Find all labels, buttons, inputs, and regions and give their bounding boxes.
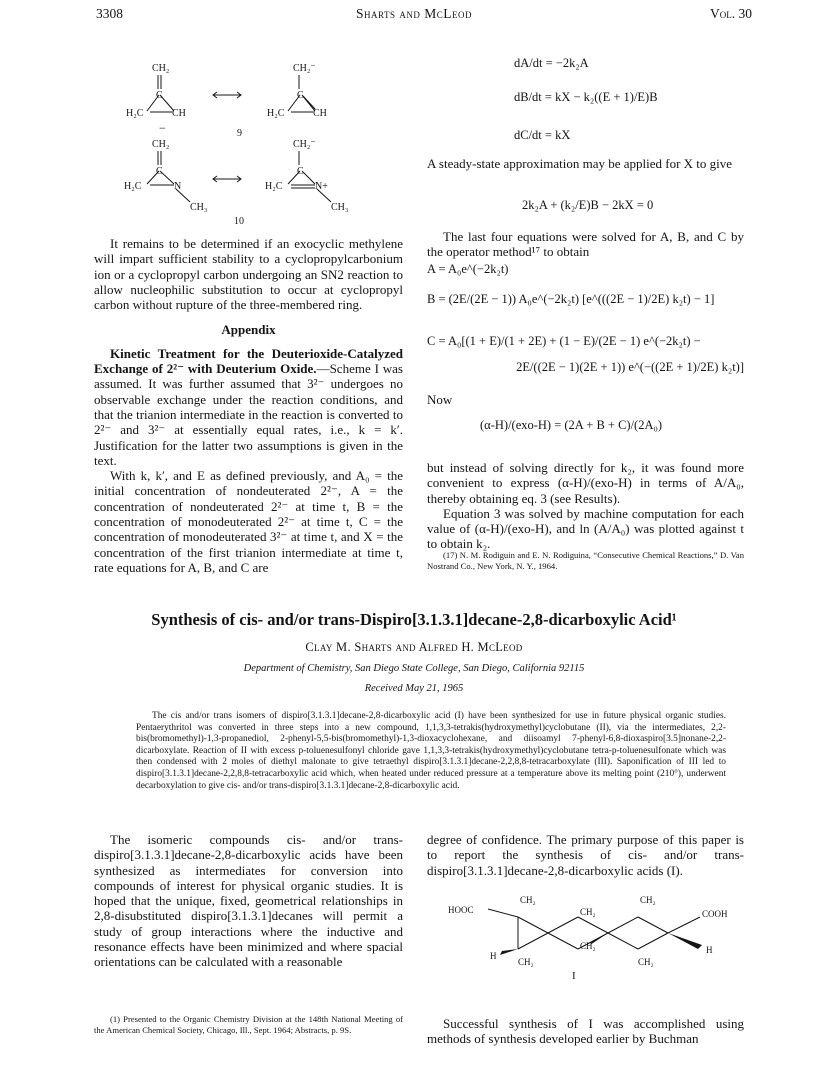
footnote-17: (17) N. M. Rodiguin and E. N. Rodiguina, “Consecutive Chemical Reactions,” D. Van Nostrand Co., New York, N. Y., 1964.	[427, 550, 744, 571]
structure-label-10: 10	[234, 216, 244, 227]
appendix-heading: Appendix	[221, 322, 276, 338]
equation-steady-state: 2k₂A + (k₂/E)B − 2kX = 0	[522, 198, 654, 212]
s9-right-c: C	[297, 90, 304, 101]
s10-left-h2c: H₂C	[124, 181, 142, 192]
volume-label: Vol. 30	[710, 6, 752, 21]
equation-ratio: (α-H)/(exo-H) = (2A + B + C)/(2A₀)	[480, 418, 663, 432]
equation-C-line1: C = A₀[(1 + E)/(1 + 2E) + (1 − E)/(2E − 1) e^(−2k₂t) −	[427, 334, 701, 348]
equation-A: A = A₀e^(−2k₂t)	[427, 262, 509, 276]
received-date: Received May 21, 1965	[364, 683, 464, 694]
equation-dC: dC/dt = kX	[514, 128, 571, 142]
ch2-label-4: CH₂	[518, 957, 534, 967]
intro-left: The isomeric compounds cis- and/or trans-dispiro[3.1.3.1]decane-2,8-dicarboxylic acids have been synthesized as intermediates for conversion into compounds of interest for physical organic studies. It is hoped that the unique, fixed, geometrical relationships in 2,8-disubstituted dispiro[3.1.3.1]decanes will permit a study of group interactions where the inductive and resonance effects have been minimized and where spacial orientations can be calculated with a reasonable	[94, 832, 403, 970]
steady-state-text: A steady-state approximation may be applied for X to give	[427, 156, 733, 171]
s10-left-c: C	[156, 166, 163, 177]
equation-dA: dA/dt = −2k₂A	[514, 56, 589, 70]
svg-text:−: −	[159, 121, 166, 135]
paragraph-definitions: With k, k′, and E as defined previously, and A₀ = the initial concentration of nondeuterated 2²⁻, A = the concentration of nondeuterated 2²⁻ at time t, B = the concentration of monodeuterated 2²⁻ at time t, C = the concentration of monodeuterated 3²⁻ at time t, and X = the concentration of the first trianion intermediate at time t, rate equations for A, B, and C are	[94, 468, 403, 575]
now-text: Now	[427, 392, 453, 407]
equation-B: B = (2E/(2E − 1)) A₀e^(−2k₂t) [e^(((2E − 1)/2E) k₂t) − 1]	[427, 292, 715, 306]
article-title: Synthesis of cis- and/or trans-Dispiro[3.1.3.1]decane-2,8-dicarboxylic Acid¹	[151, 610, 677, 629]
ch2-label-3: CH₂	[640, 895, 656, 905]
intro-right: degree of confidence. The primary purpose of this paper is to report the synthesis of cis- and/or trans-dispiro[3.1.3.1]decane-2,8-dicarboxylic acids (I).	[427, 832, 744, 878]
s9-left-ch2: CH₂	[152, 63, 170, 74]
paragraph-kinetic	[94, 346, 403, 468]
ch2-label-1: CH₂	[520, 895, 536, 905]
structure-I	[440, 887, 750, 982]
abstract: The cis and/or trans isomers of dispiro[3.1.3.1]decane-2,8-dicarboxylic acid (I) have been synthesized for use in future physical organic studies. Pentaerythritol was converted in three steps into a new compound, 1,1,3,3-tetrakis(hydroxymethyl)cyclobutane (II), via the intermediates, 2,2-bis(bromomethyl)-1,3-propanediol, 2-phenyl-5,5-bis(bromomethyl)-1,3-dioxacyclohexane, and diisoamyl 7-phenyl-6,8-dioxaspiro[3.5]nonane-2,2-dicarboxylate. Reaction of II with excess p-toluenesulfonyl chloride gave 1,1,3,3-tetrakis(hydroxymethyl)cyclobutane tetra-p-toluenesulfonate which was then condensed with 2 moles of diethyl malonate to give tetraethyl dispiro[3.1.3.1]decane-2,2,8,8-tetracarboxylate (III). Saponification of III led to dispiro[3.1.3.1]decane-2,2,8,8-tetracarboxylic acid which, when heated under reduced pressure at a temperature above its melting point (210°), underwent decarboxylation to give cis- and/or trans-dispiro[3.1.3.1]decane-2,8-dicarboxylic acid.	[136, 711, 726, 791]
h-label-right: H	[706, 945, 713, 955]
operator-method-text: The last four equations were solved for A, B, and C by the operator method¹⁷ to obtain	[427, 229, 744, 260]
ch2-label-5: CH₂	[580, 941, 596, 951]
paragraph-solve: but instead of solving directly for k₂, it was found more convenient to express (α-H)/(exo-H) in terms of A/A₀, thereby obtaining eq. 3 (see Results).	[427, 460, 744, 506]
successful-synthesis: Successful synthesis of I was accomplished using methods of synthesis developed earlier by Buchman	[427, 1016, 744, 1047]
page-number: 3308	[96, 6, 123, 21]
equation-C-line2: 2E/((2E − 1)(2E + 1)) e^(−((2E + 1)/2E) k₂t)]	[516, 360, 744, 374]
ch2-label-6: CH₂	[638, 957, 654, 967]
s10-right-c: C	[297, 166, 304, 177]
structure-label-9: 9	[237, 128, 242, 139]
s9-right-h2c: H₂C	[267, 108, 285, 119]
article-affiliation: Department of Chemistry, San Diego State College, San Diego, California 92115	[243, 663, 585, 674]
equation-dB: dB/dt = kX − k₂((E + 1)/E)B	[514, 90, 658, 104]
right-column-paragraphs	[427, 460, 744, 552]
s10-left-ch3: CH₃	[190, 202, 208, 213]
kinetic-text: —Scheme I was assumed. It was further assumed that 3²⁻ undergoes no observable exchange under the reaction conditions, and that the trianion intermediate in the reaction is converted to 2²⁻ and 3²⁻ at essentially equal rates, i.e., k = k′. Justification for the latter two assumptions is given in the text.	[94, 361, 403, 468]
left-column-top	[94, 236, 403, 575]
hooc-label: HOOC	[448, 905, 474, 915]
h-label-left: H	[490, 951, 497, 961]
s10-right-h2c: H₂C	[265, 181, 283, 192]
paragraph-exocyclic: It remains to be determined if an exocyclic methylene will impart sufficient stability to a cyclopropylcarbonium ion or a cyclopropyl carbon undergoing an SN2 reaction to allow nucleophilic substitution to occur at cyclopropyl carbon without rupture of the three-membered ring.	[94, 236, 403, 313]
structure-label-I: I	[572, 970, 576, 982]
s9-right-ch2-minus: CH₂⁻	[293, 63, 316, 74]
footnote-1: (1) Presented to the Organic Chemistry Division at the 148th National Meeting of the American Chemical Society, Chicago, Ill., Sept. 1964; Abstracts, p. 9S.	[94, 1014, 403, 1035]
s10-right-ch3: CH₃	[331, 202, 349, 213]
s10-right-ch2-minus: CH₂⁻	[293, 139, 316, 150]
s9-left-ch: CH	[172, 108, 186, 119]
kinetic-heading: Kinetic Treatment for the Deuterioxide-Catalyzed Exchange of 2²⁻ with Deuterium Oxide.	[94, 345, 403, 377]
cooh-label: COOH	[702, 909, 728, 919]
s9-left-h2c: H₂C	[126, 108, 144, 119]
running-title: Sharts and McLeod	[356, 6, 472, 21]
s10-left-n: N	[174, 181, 182, 192]
resonance-structures	[110, 58, 410, 228]
s9-left-c: C	[156, 90, 163, 101]
s9-right-ch: CH	[313, 108, 327, 119]
article-authors: Clay M. Sharts and Alfred H. McLeod	[305, 640, 523, 654]
s10-left-ch2: CH₂	[152, 139, 170, 150]
s10-right-n-plus: N+	[315, 181, 328, 192]
ch2-label-2: CH₂	[580, 907, 596, 917]
paragraph-equation-3: Equation 3 was solved by machine computation for each value of (α-H)/(exo-H), and ln (A/A₀) was plotted against t to obtain k₂.	[427, 505, 744, 552]
